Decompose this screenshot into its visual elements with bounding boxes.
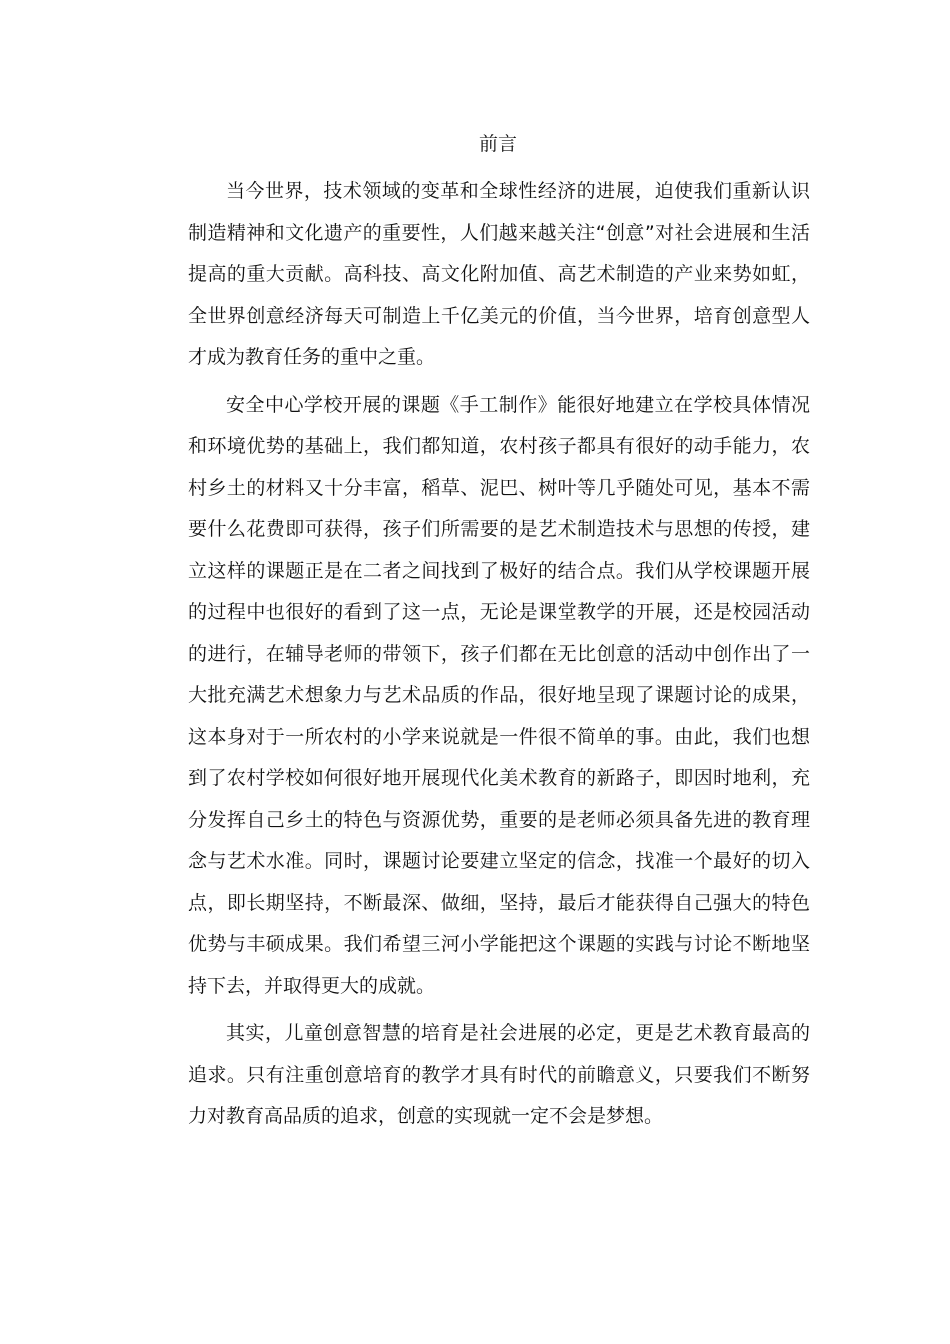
paragraph-3: 其实，儿童创意智慧的培育是社会进展的必定，更是艺术教育最高的追求。只有注重创意培育的教学才具有时代的前瞻意义，只要我们不断努力对教育高品质的追求，创意的实现就一定不会是梦想。: [188, 1022, 810, 1127]
paragraph-2: 安全中心学校开展的课题《手工制作》能很好地建立在学校具体情况和环境优势的基础上，我们都知道，农村孩子都具有很好的动手能力，农村乡土的材料又十分丰富，稻草、泥巴、树叶等几乎随处可见，基本不需要什么花费即可获得，孩子们所需要的是艺术制造技术与思想的传授，建立这样的课题正是在二者之间找到了极好的结合点。我们从学校课题开展的过程中也很好的看到了这一点，无论是课堂教学的开展，还是校园活动的进行，在辅导老师的带领下，孩子们都在无比创意的活动中创作出了一大批充满艺术想象力与艺术品质的作品，很好地呈现了课题讨论的成果，这本身对于一所农村的小学来说就是一件很不简单的事。由此，我们也想到了农村学校如何很好地开展现代化美术教育的新路子，即因时地利，充分发挥自己乡土的特色与资源优势，重要的是老师必须具备先进的教育理念与艺术水准。同时，课题讨论要建立坚定的信念，找准一个最好的切入点，即长期坚持，不断最深、做细，坚持，最后才能获得自己强大的特色优势与丰硕成果。我们希望三河小学能把这个课题的实践与讨论不断地坚持下去，并取得更大的成就。: [188, 393, 810, 997]
page-title: 前言: [478, 133, 517, 155]
document-body: [188, 171, 810, 1144]
paragraph-1: 当今世界，技术领域的变革和全球性经济的进展，迫使我们重新认识制造精神和文化遗产的重要性，人们越来越关注“创意”对社会进展和生活提高的重大贡献。高科技、高文化附加值、高艺术制造的产业来势如虹，全世界创意经济每天可制造上千亿美元的价值，当今世界，培育创意型人才成为教育任务的重中之重。: [188, 180, 810, 368]
